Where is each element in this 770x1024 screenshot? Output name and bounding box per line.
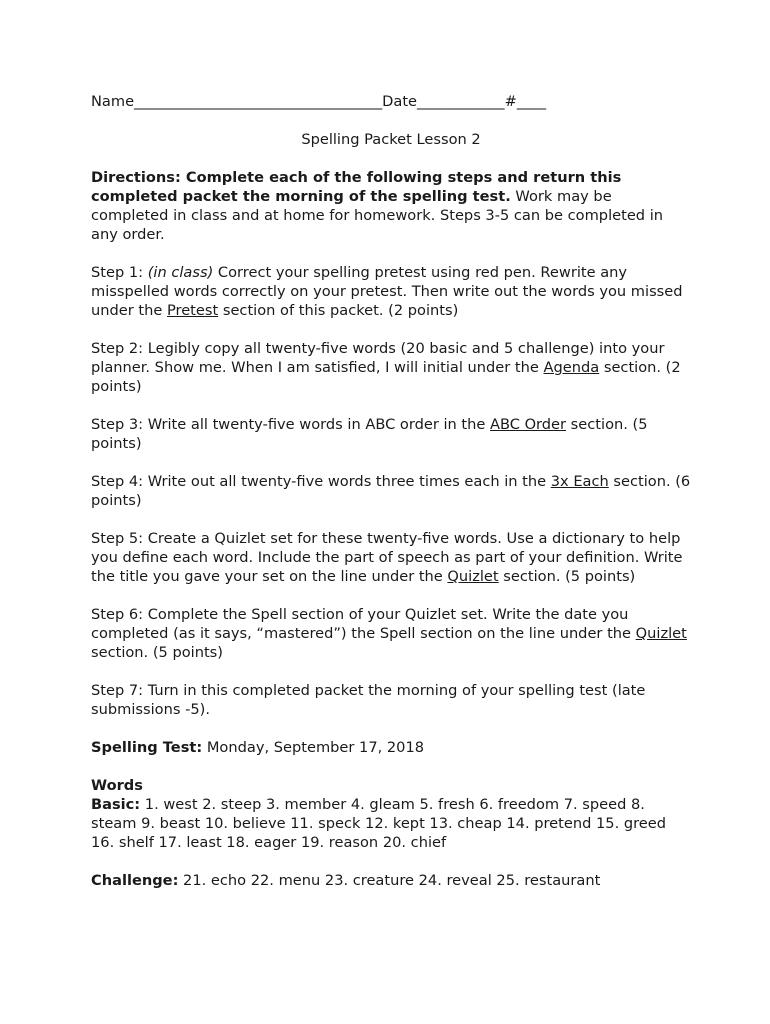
step-lead: Step 6: [91, 606, 148, 623]
step-text-end: section. (5 points) [91, 416, 648, 452]
basic-label: Basic: [91, 796, 141, 813]
challenge-word-list: 21. echo 22. menu 23. creature 24. reveal 25. restaurant [178, 872, 601, 889]
step-text-end: section. (5 points) [498, 568, 636, 585]
step-text: Correct your spelling pretest using red pen. Rewrite any misspelled words correctly on your pretest. Then write out the words you missed under the [91, 264, 683, 319]
basic-words [91, 795, 691, 852]
step-text: Complete the Spell section of your Quizlet set. Write the date you completed (as it says, “mastered”) the Spell section on the line under the [91, 606, 636, 642]
step-3 [91, 415, 691, 453]
directions-text: Work may be completed in class and at home for homework. Steps 3-5 can be completed in any order. [91, 188, 664, 243]
step-text: Write all twenty-five words in ABC order in the [147, 416, 490, 433]
step-text: Legibly copy all twenty-five words (20 basic and 5 challenge) into your planner. Show me. When I am satisfied, I will initial under the [91, 340, 665, 376]
section-reference-quizlet: Quizlet [447, 568, 499, 585]
spelling-test-date [91, 738, 691, 757]
directions-bold-text: Directions: Complete each of the following steps and return this completed packet the morning of the spelling test. [91, 169, 622, 205]
step-lead: Step 3: [91, 416, 148, 433]
step-text: Create a Quizlet set for these twenty-five words. Use a dictionary to help you define each word. Include the part of speech as part of your definition. Write the title you gave your set on the line under the [91, 530, 683, 585]
step-lead: Step 5: [91, 530, 148, 547]
step-7 [91, 681, 691, 719]
step-4 [91, 472, 691, 510]
step-1 [91, 263, 691, 320]
step-text-end: section. (6 points) [91, 473, 691, 509]
section-reference-quizlet: Quizlet [635, 625, 687, 642]
step-text: Turn in this completed packet the morning of your spelling test (late submissions -5). [91, 682, 646, 718]
step-lead: Step 7: [91, 682, 148, 699]
step-2 [91, 339, 691, 396]
step-text: Write out all twenty-five words three times each in the [147, 473, 551, 490]
spelling-test-value: Monday, September 17, 2018 [202, 739, 425, 756]
challenge-words [91, 871, 691, 890]
step-text-end: section. (5 points) [91, 644, 223, 661]
step-6 [91, 605, 691, 662]
step-italic-note: (in class) [147, 264, 214, 281]
document-title: Spelling Packet Lesson 2 [301, 131, 481, 148]
words-heading: Words [91, 777, 143, 794]
step-text-end: section. (2 points) [91, 359, 681, 395]
challenge-label: Challenge: [91, 872, 179, 889]
section-reference-pretest: Pretest [166, 302, 219, 319]
section-reference-agenda: Agenda [543, 359, 600, 376]
words-section [91, 776, 691, 852]
step-text-end: section of this packet. (2 points) [218, 302, 459, 319]
basic-word-list: 1. west 2. steep 3. member 4. gleam 5. fresh 6. freedom 7. speed 8. steam 9. beast 10. believe 11. speck 12. kept 13. cheap 14. pretend 15. greed 16. shelf 17. least 18. eager 19. reason 20. chief [91, 796, 667, 851]
step-lead: Step 2: [91, 340, 148, 357]
step-lead: Step 1: [91, 264, 148, 281]
step-lead: Step 4: [91, 473, 148, 490]
spelling-test-label: Spelling Test: [91, 739, 203, 756]
step-5 [91, 529, 691, 586]
document-page [91, 92, 691, 890]
section-reference-abc-order: ABC Order [490, 416, 567, 433]
section-reference-3x-each: 3x Each [550, 473, 609, 490]
name-date-number-line: Name__________________________________Date____________#____ [91, 93, 547, 110]
directions-paragraph [91, 168, 691, 244]
